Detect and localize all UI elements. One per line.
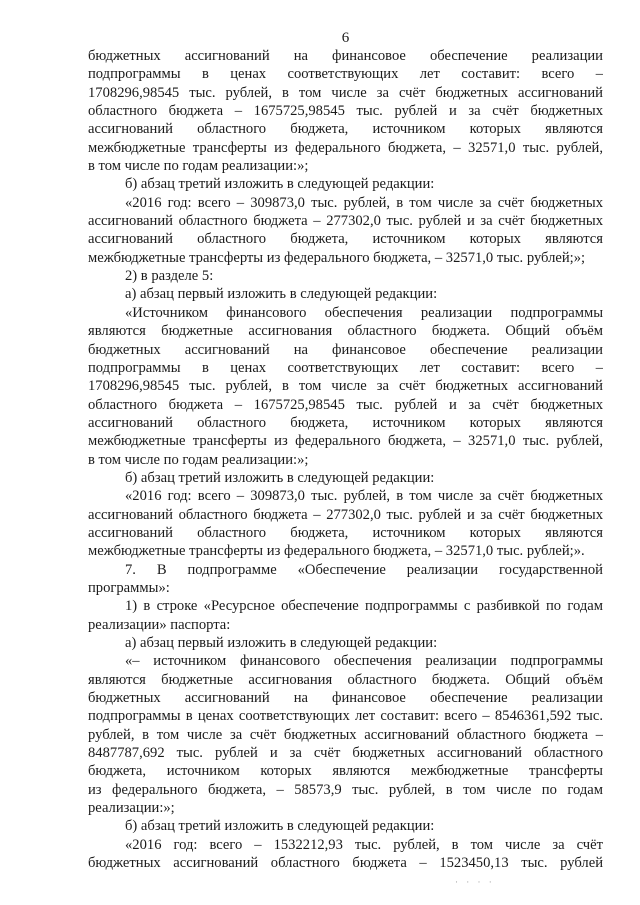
text-line: 1708296,98545 тыс. рублей, в том числе за счёт бюджетных ассигнований bbox=[88, 378, 603, 395]
text-line: бюджетных ассигнований на финансовое обеспечение реализации bbox=[88, 341, 603, 358]
text-line: в том числе по годам реализации:»; bbox=[88, 158, 309, 175]
text-line: ассигнований областного бюджета, источником которых являются bbox=[88, 121, 603, 138]
text-line: бюджетных ассигнований на финансовое обеспечение реализации bbox=[88, 48, 603, 64]
text-line: 1708296,98545 тыс. рублей, в том числе за счёт бюджетных ассигнований bbox=[88, 84, 603, 101]
text-line: б) абзац третий изложить в следующей редакции: bbox=[125, 469, 435, 486]
text-line: бюджетных ассигнований областного бюджета – 1523450,13 тыс. рублей bbox=[88, 855, 603, 872]
text-line: подпрограммы в ценах соответствующих лет составит: всего – 8546361,592 тыс. bbox=[88, 708, 603, 725]
text-line: 8487787,692 тыс. рублей и за счёт бюджетных ассигнований областного bbox=[88, 745, 603, 762]
text-line: ассигнований областного бюджета – 277302,0 тыс. рублей и за счёт бюджетных bbox=[88, 506, 603, 523]
page-number: 6 bbox=[341, 30, 350, 46]
text-line: б) абзац третий изложить в следующей редакции: bbox=[125, 818, 435, 835]
text-line: а) абзац первый изложить в следующей редакции: bbox=[125, 286, 438, 303]
text-line: 7. В подпрограмме «Обеспечение реализации государственной bbox=[125, 561, 603, 578]
document-body bbox=[88, 47, 603, 872]
text-line: из федерального бюджета, – 58573,9 тыс. рублей, в том числе по годам bbox=[88, 781, 603, 798]
document-page bbox=[88, 0, 603, 905]
text-line: бюджета, источником которых являются межбюджетные трансферты bbox=[88, 763, 603, 780]
text-line: реализации» паспорта: bbox=[88, 616, 231, 633]
text-line: рублей, в том числе за счёт бюджетных ассигнований областного бюджета – bbox=[88, 726, 603, 743]
text-line: подпрограммы в ценах соответствующих лет составит: всего – bbox=[88, 66, 603, 83]
text-line: «Источником финансового обеспечения реализации подпрограммы bbox=[125, 304, 603, 321]
text-line: 2) в разделе 5: bbox=[125, 268, 214, 285]
text-line: ассигнований областного бюджета – 277302,0 тыс. рублей и за счёт бюджетных bbox=[88, 213, 603, 230]
text-line: «2016 год: всего – 309873,0 тыс. рублей, в том числе за счёт бюджетных bbox=[125, 488, 603, 505]
text-line: ассигнований областного бюджета, источником которых являются bbox=[88, 524, 603, 541]
text-line: межбюджетные трансферты из федерального бюджета, – 32571,0 тыс. рублей;». bbox=[88, 543, 585, 560]
scan-artifact: · · · · bbox=[455, 877, 495, 887]
text-line: являются бюджетные ассигнования областного бюджета. Общий объём bbox=[88, 671, 603, 688]
text-line: реализации:»; bbox=[88, 800, 175, 817]
text-line: «2016 год: всего – 309873,0 тыс. рублей, в том числе за счёт бюджетных bbox=[125, 194, 603, 211]
text-line: а) абзац первый изложить в следующей редакции: bbox=[125, 635, 438, 651]
text-line: областного бюджета – 1675725,98545 тыс. рублей и за счёт бюджетных bbox=[88, 103, 603, 120]
text-line: областного бюджета – 1675725,98545 тыс. рублей и за счёт бюджетных bbox=[88, 396, 603, 413]
text-line: подпрограммы в ценах соответствующих лет составит: всего – bbox=[88, 359, 603, 376]
text-line: межбюджетные трансферты из федерального бюджета, – 32571,0 тыс. рублей;»; bbox=[88, 249, 586, 266]
text-line: «2016 год: всего – 1532212,93 тыс. рублей, в том числе за счёт bbox=[125, 836, 603, 853]
text-line: межбюджетные трансферты из федерального бюджета, – 32571,0 тыс. рублей, bbox=[88, 139, 603, 156]
text-line: являются бюджетные ассигнования областного бюджета. Общий объём bbox=[88, 323, 603, 340]
text-line: б) абзац третий изложить в следующей редакции: bbox=[125, 176, 435, 193]
text-line: бюджетных ассигнований на финансовое обеспечение реализации bbox=[88, 690, 603, 707]
text-line: межбюджетные трансферты из федерального бюджета, – 32571,0 тыс. рублей, bbox=[88, 433, 603, 450]
text-line: ассигнований областного бюджета, источником которых являются bbox=[88, 414, 603, 431]
text-line: 1) в строке «Ресурсное обеспечение подпрограммы с разбивкой по годам bbox=[125, 598, 603, 615]
text-line: «– источником финансового обеспечения реализации подпрограммы bbox=[125, 653, 603, 670]
text-line: ассигнований областного бюджета, источником которых являются bbox=[88, 231, 603, 248]
text-line: программы»: bbox=[88, 579, 170, 596]
text-line: в том числе по годам реализации:»; bbox=[88, 451, 309, 468]
